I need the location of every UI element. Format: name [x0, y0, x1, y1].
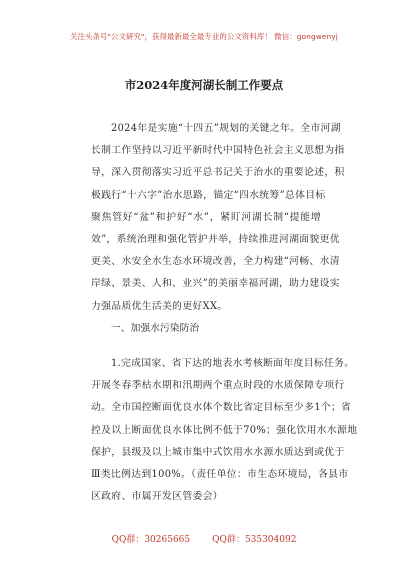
intro-line: 力强品质优生活美的更好XX。: [91, 300, 228, 312]
section-paragraph: [91, 353, 358, 508]
qq-group-2: QQ群：535304092: [212, 535, 297, 545]
header-banner: 关注头条号"公文研究"，获得最新最全最专业的公文资料库！ 微信：gongwenyj: [70, 32, 338, 41]
intro-line: 效”，系统治理和强化管护并举，持续推进河湖面貌更优: [91, 234, 340, 246]
section-heading: 一、加强水污染防治: [111, 323, 200, 334]
intro-line: 聚焦管好“盆”和护好“水”，紧盯河湖长制“提能增: [91, 211, 321, 223]
section-line: 保护，县级及以上城市集中式饮用水水源水质达到或优于: [91, 446, 345, 458]
section-line: 控及以上断面优良水体比例不低于70%；强化饮用水水源地: [91, 424, 358, 436]
footer-contact: [0, 532, 408, 545]
section-line: 动。全市国控断面优良水体个数比省定目标至少多1个；省: [91, 402, 352, 414]
section-line: 区政府、市属开发区管委会）: [91, 491, 223, 503]
section-line: 1.完成国家、省下达的地表水考核断面年度目标任务。: [111, 358, 355, 369]
intro-line: 2024年是实施“十四五”规划的关键之年。全市河湖: [111, 123, 341, 134]
intro-line: 更美、水安全水生态水环境改善，全力构建“河畅、水清: [91, 256, 340, 268]
section-line: Ⅲ类比例达到100%。（责任单位：市生态环境局，各县市: [91, 469, 349, 481]
document-title: 市2024年度河湖长制工作要点: [124, 78, 284, 92]
intro-line: 导，深入贯彻落实习近平总书记关于治水的重要论述，积: [91, 167, 345, 179]
section-line: 开展冬春季枯水期和汛期两个重点时段的水质保障专项行: [91, 380, 345, 392]
intro-line: 极践行“十六字”治水思路，锚定“四水统筹”总体目标: [91, 189, 326, 201]
qq-group-1: QQ群：30265665: [111, 535, 191, 545]
intro-paragraph: [91, 118, 345, 318]
intro-line: 岸绿、景美、人和、业兴”的美丽幸福河湖，助力建设实: [91, 278, 340, 290]
intro-line: 长制工作坚持以习近平新时代中国特色社会主义思想为指: [91, 145, 345, 157]
